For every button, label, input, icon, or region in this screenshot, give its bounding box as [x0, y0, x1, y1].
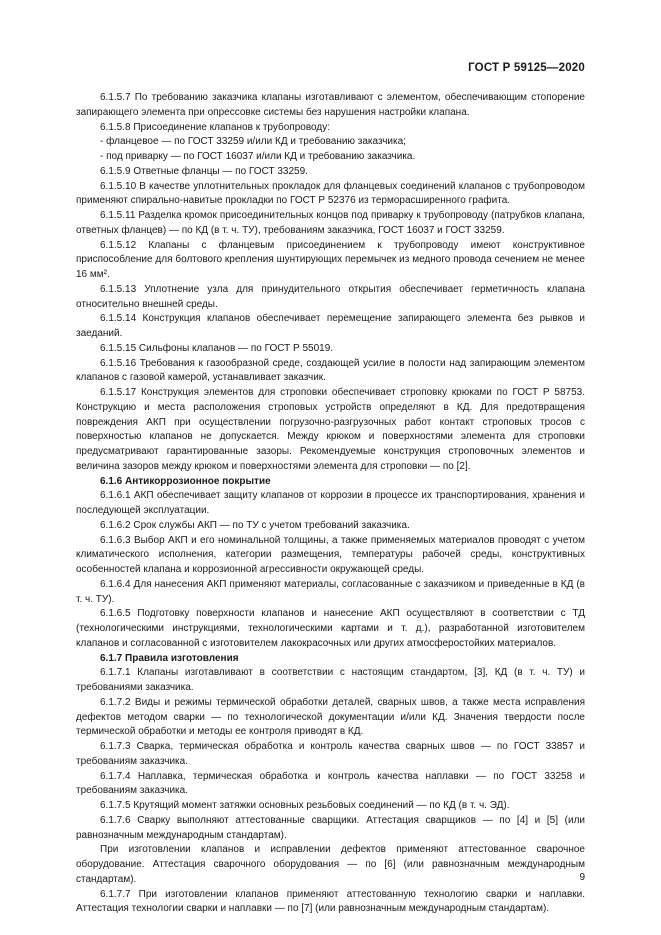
paragraph: 6.1.5.17 Конструкция элементов для строповки обеспечивает строповку крюками по ГОСТ Р 58753. Конструкцию и места расположения строповых устройств определяют в КД. Для предотвращения повреждения АКП при осуществлении погрузочно-разгрузочных работ контакт строповых тросов с поверхностью клапанов не допускается. Между крюком и поверхностями элемента для строповки предусматривают гарантированные зазоры. Рекомендуемые конструкция строповочных элементов и величина зазоров между крюком и поверхностями элемента для строповки — по [2]. — [76, 387, 585, 472]
paragraph: 6.1.7.3 Сварка, термическая обработка и контроль качества сварных швов — по ГОСТ 33857 и требованиям заказчика. — [76, 741, 585, 767]
paragraph: 6.1.7.7 При изготовлении клапанов применяют аттестованную технологию сварки и наплавки. Аттестация технологии сварки и наплавки — по [7] (или равнозначным международным стандартам). — [76, 888, 585, 915]
paragraph: 6.1.5.16 Требования к газообразной среде, создающей усилие в полости над запирающим элементом клапанов с газовой камерой, устанавливает заказчик. — [76, 357, 585, 384]
paragraph: 6.1.5.11 Разделка кромок присоединительных концов под приварку к трубопроводу (патрубков клапана, ответных фланцев) — по КД (в т. ч. ТУ), требованиям заказчика, ГОСТ 16037 и ГОСТ 33259. — [76, 210, 585, 236]
paragraph: 6.1.6.1 АКП обеспечивает защиту клапанов от коррозии в процессе их транспортирования, хранения и последующей эксплуатации. — [76, 490, 585, 516]
paragraph: 6.1.5.10 В качестве уплотнительных прокладок для фланцевых соединений клапанов с трубопроводом применяют спирально-навитые прокладки по ГОСТ Р 52376 из терморасширенного графита. — [76, 180, 585, 207]
paragraph: 6.1.6.4 Для нанесения АКП применяют материалы, согласованные с заказчиком и приведенные в КД (в т. ч. ТУ). — [76, 578, 585, 605]
paragraph: 6.1.7.6 Сварку выполняют аттестованные сварщики. Аттестация сварщиков — по [4] и [5] (или равнозначным международным стандартам). — [76, 814, 585, 841]
document-body — [76, 91, 585, 917]
paragraph: 6.1.5.13 Уплотнение узла для принудительного открытия обеспечивает герметичность клапана относительно внешней среды. — [76, 283, 585, 310]
paragraph: 6.1.6.2 Срок службы АКП — по ТУ с учетом требований заказчика. — [100, 519, 410, 531]
paragraph: 6.1.7.4 Наплавка, термическая обработка и контроль качества наплавки — по ГОСТ 33258 и требованиям заказчика. — [76, 770, 585, 797]
section-heading: 6.1.7 Правила изготовления — [100, 652, 239, 664]
paragraph: 6.1.7.5 Крутящий момент затяжки основных резьбовых соединений — по КД (в т. ч. ЭД). — [100, 800, 510, 811]
paragraph: 6.1.6.5 Подготовку поверхности клапанов и нанесение АКП осуществляют в соответствии с ТД (технологическими инструкциями, технологическими картами и т. д.), разработанной изготовителем клапанов и согласованной с изготовителем лакокрасочных или других атмосферостойких материалов. — [76, 608, 585, 649]
paragraph: 6.1.5.15 Сильфоны клапанов — по ГОСТ Р 55019. — [100, 342, 334, 354]
section-heading: 6.1.6 Антикоррозионное покрытие — [100, 475, 271, 487]
paragraph: 6.1.5.7 По требованию заказчика клапаны изготавливают с элементом, обеспечивающим стопорение запирающего элемента при опрессовке системы без нарушения настройки клапана. — [76, 92, 585, 118]
paragraph: 6.1.5.9 Ответные фланцы — по ГОСТ 33259. — [100, 165, 308, 177]
paragraph: 6.1.5.12 Клапаны с фланцевым присоединением к трубопроводу имеют конструктивное приспособление для болтового крепления шунтирующих перемычек из медного провода сечением не менее 16 мм². — [76, 239, 585, 280]
page-number: 9 — [579, 872, 585, 883]
paragraph: 6.1.5.14 Конструкция клапанов обеспечивает перемещение запирающего элемента без рывков и заеданий. — [76, 313, 585, 339]
document-header: ГОСТ Р 59125—2020 — [468, 62, 585, 74]
paragraph: 6.1.7.2 Виды и режимы термической обработки деталей, сварных швов, а также места исправления дефектов методом сварки — по технологической документации и/или КД. Значения твердости после термической обработки и методы ее контроля приводят в КД. — [76, 696, 585, 738]
list-item: - фланцевое — по ГОСТ 33259 и/или КД и требованию заказчика; — [100, 136, 406, 148]
paragraph: 6.1.7.1 Клапаны изготавливают в соответствии с настоящим стандартом, [3], КД (в т. ч. ТУ) и требованиями заказчика. — [76, 667, 585, 693]
paragraph: 6.1.6.3 Выбор АКП и его номинальной толщины, а также применяемых материалов проводят с учетом климатического исполнения, категории размещения, температуры рабочей среды, конструктивных особенностей клапана и коррозионной агрессивности окружающей среды. — [76, 534, 585, 575]
list-item: - под приварку — по ГОСТ 16037 и/или КД и требованию заказчика. — [100, 151, 416, 162]
paragraph: 6.1.5.8 Присоединение клапанов к трубопроводу: — [100, 121, 330, 133]
paragraph: При изготовлении клапанов и исправлении дефектов применяют аттестованное сварочное оборудование. Аттестация сварочного оборудования — по [6] (или равнозначным международным стандартам). — [76, 844, 585, 885]
